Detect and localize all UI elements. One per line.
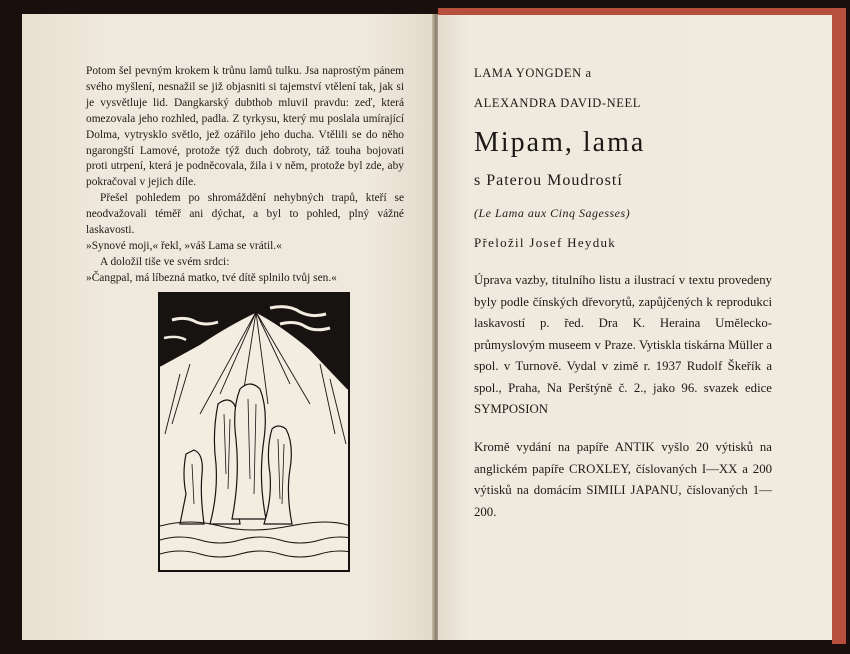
author-line-1: LAMA YONGDEN a	[474, 66, 592, 80]
paragraph: »Čangpal, má líbezná matko, tvé dítě splnilo tvůj sen.«	[86, 271, 337, 284]
edition-note	[474, 437, 772, 523]
author-line-2: ALEXANDRA DAVID-NEEL	[474, 96, 641, 110]
paragraph: A doložil tiše ve svém srdci:	[100, 255, 230, 268]
original-title: (Le Lama aux Cinq Sagesses)	[474, 206, 631, 220]
colophon-text: Úprava vazby, titulního listu a ilustrací v textu provedeny byly podle čínských dřevorytů, zapůjčených k reprodukci laskavostí p. řed. Dra K. Heraina Umělecko-průmyslovým museem v Praze. Vytiskla tiskárna Müller a spol. v Turnově. Vydal v zimě r. 1937 Rudolf Škeřík a spol., Praha, Na Perštýně č. 2., jako 96. svazek edice SYMPOSION	[474, 273, 772, 416]
paragraph: Potom šel pevným krokem k trůnu lamů tulku. Jsa naprostým pánem svého myšlení, nesnažil se již objasniti si tajemství vtělení tak, jak si je vysvětluje lid. Dangkarský dubthob mluvil pravdu: zeď, která omezovala jeho rozhled, padla. Z tyrkysu, který mu poslala umírající Dolma, vytrysklo světlo, jež ozářilo jeho ducha. Vtělili se do něho ngarongští Lamové, protože týž duch dobroty, táž touha bojovati proti utrpení, která je podněcovala, žila i v něm, protože byl zde, aby pokračoval v jejich díle.	[86, 65, 404, 189]
book-subtitle: s Paterou Moudrostí	[474, 172, 623, 189]
book-title: Mipam, lama	[474, 127, 646, 158]
cover-edge-right	[832, 10, 846, 644]
paragraph: Přešel pohledem po shromáždění nehybných trapů, kteří se neodvažovali téměř ani dýchat, a byl to pohled, plný vážné laskavosti.	[86, 192, 404, 237]
translator-line: Přeložil Josef Heyduk	[474, 235, 617, 250]
edition-note-text: Kromě vydání na papíře ANTIK vyšlo 20 výtisků na anglickém papíře CROXLEY, číslovaných I—XX a 200 výtisků na domácím SIMILI JAPANU, číslovaných 1—200.	[474, 440, 772, 519]
cover-edge-top	[438, 8, 846, 15]
woodcut-mountain-illustration	[158, 292, 350, 572]
left-page-text	[86, 64, 404, 287]
colophon	[474, 270, 772, 421]
paragraph: »Synové moji,« řekl, »váš Lama se vrátil.«	[86, 239, 282, 252]
